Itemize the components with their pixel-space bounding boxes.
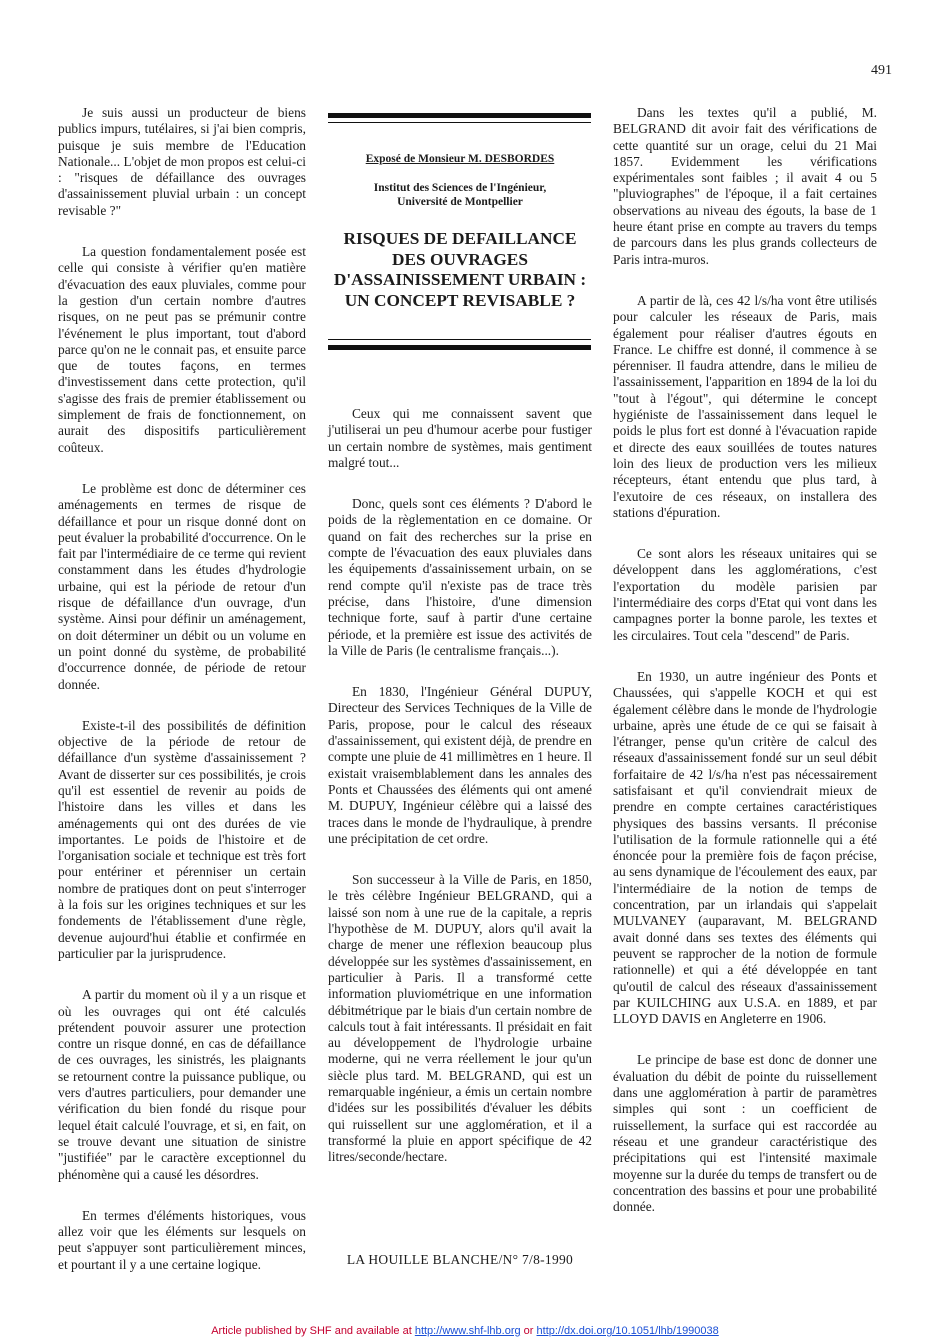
paragraph: Donc, quels sont ces éléments ? D'abord le poids de la règlementation en ce domaine. Or quand on fait des recherches sur la prise en compte de l'évacuation des eaux pluviales dans les équipements d'assainissement urbain, on se rend compte qu'il n'existe pas de trace très précise, dans l'histoire, d'une dimension technique forte, sauf à partir d'une certaine période, et la première est issue des activités de la Ville de Paris (le centralisme français...). xyxy=(328,496,592,658)
paragraph: A partir de là, ces 42 l/s/ha vont être utilisés pour calculer les réseaux de Paris, mais également pour réaliser d'autres égouts en France. Le chiffre est donné, il commence à se pérenniser. Il faudra attendre, dans le milieu de l'assainissement, l'apparition en 1894 de la loi du "tout à l'égout", qui détermine le concept hygiéniste de l'assainissement dans lequel le poids le plus fort est donné à l'évacuation rapide et directe des eaux souillées de toutes natures loin des lieux de production vers les milieux récepteurs, étant entendu que plus tard, à l'exutoire de ces réseaux, on installera des stations d'épuration. xyxy=(613,292,877,520)
article-title xyxy=(328,229,592,311)
affiliation-university: Université de Montpellier xyxy=(397,196,523,208)
paragraph: En 1930, un autre ingénieur des Ponts et Chaussées, qui s'appelle KOCH et qui est également célèbre dans le monde de l'hydrologie urbaine, après une étude de ce qui se faisait à l'étranger, pense qu'un critère de calcul des réseaux d'assainissement fondé sur un seul débit forfaitaire de 42 l/s/ha n'est pas nécessairement satisfaisant et qu'il conviendrait mieux de prendre en compte certaines caractéristiques physiques des bassins versants. Il préconise l'utilisation de la formule rationnelle qui a été énoncée pour la première fois de façon précise, au sens dynamique de l'écoulement des eaux, par l'intermédiaire de la notion de temps de concentration, par un irlandais qui s'appelait MULVANEY (auparavant, M. BELGRAND avait donné dans ses textes des éléments qui peuvent se rapprocher de la notion de formule rationnelle) et qui a été développée en tant qu'outil de calcul des réseaux d'assainissement par KUILCHING aux U.S.A. en 1889, et par LLOYD DAVIS en Angleterre en 1906. xyxy=(613,668,877,1027)
publication-prefix: Article published by SHF and available at xyxy=(211,1325,412,1337)
paragraph: En termes d'éléments historiques, vous allez voir que les éléments sur lesquels on peut s'appuyer sont particulièrement minces, et pourtant il y a une certaine logique. xyxy=(58,1207,306,1272)
title-line: UN CONCEPT REVISABLE ? xyxy=(344,290,576,310)
paragraph: Son successeur à la Ville de Paris, en 1850, le très célèbre Ingénieur BELGRAND, qui a laissé son nom à une rue de la capitale, a repris l'hypothèse de M. DUPUY, alors qu'il avait la charge de mener une réflexion beaucoup plus développée sur les systèmes d'assainissement, en particulier à Paris. Il a transformé cette information pluviométrique en une information débitmétrique par le biais d'un certain nombre de calculs tout à fait intéressants. Il présidait en fait au développement de l'hydrologie urbaine moderne, qui ne verra réellement le jour qu'un siècle plus tard. M. BELGRAND, qui est un remarquable ingénieur, a émis un certain nombre d'idées sur les possibilités d'évaluer les débits qui ruissellent sur une agglomération, et il a transformé la pluie en apport spécifique de 42 litres/seconde/hectare. xyxy=(328,872,592,1165)
affiliation-institute: Institut des Sciences de l'Ingénieur, xyxy=(373,182,547,194)
header-bottom-rule-thin xyxy=(328,339,591,340)
title-line: D'ASSAINISSEMENT URBAIN : xyxy=(333,270,587,289)
paragraph: Existe-t-il des possibilités de définition objective de la période de retour de défaillance d'un système d'assainissement ? Avant de disserter sur ces possibilités, je crois qu'il est essentiel de revenir au poids de l'histoire dans les villes et dans les aménagements qui ont des durées de vie importantes. Le poids de l'histoire et de l'organisation sociale et technique est très fort pour entériner et pérenniser un certain nombre de pratiques dont on peut s'interroger à la fois sur les origines techniques et sur les fondements de l'établissement d'une règle, devenue aujourd'hui établie et confirmée en particulier par la jurisprudence. xyxy=(58,717,306,961)
middle-column xyxy=(328,406,592,1190)
paragraph: La question fondamentalement posée est celle qui consiste à vérifier qu'en matière d'évacuation des eaux pluviales, comme pour la gestion d'un certain nombre d'autres risques, on ne peut pas se prémunir contre l'événement le plus important, tout d'abord parce qu'on ne le connait pas, et ensuite parce que de toutes façons, en termes d'investissement dans cette protection, qu'il s'agisse des frais de premier établissement ou simplement de frais de fonctionnement, on aurait des dispositifs particulièrement coûteux. xyxy=(58,244,306,455)
affiliation xyxy=(328,181,592,209)
header-top-rule-thick xyxy=(328,113,591,118)
paragraph: Je suis aussi un producteur de biens publics impurs, tutélaires, si j'ai bien compris, puisque je suis membre de l'Education Nationale... L'objet de mon propos est celui-ci : "risques de défaillance des ouvrages d'assainissement pluvial urbain : un concept revisable ?" xyxy=(58,105,306,218)
paragraph: En 1830, l'Ingénieur Général DUPUY, Directeur des Services Techniques de la Ville de Paris, propose, pour le calcul des réseaux d'assainissement, qui existent déjà, de prendre en compte une pluie de 41 millimètres en 1 heure. Il existait vraisemblablement dans les annales des Ponts et Chaussées des éléments qui ont amené M. DUPUY, Ingénieur célèbre qui a laissé des traces dans le monde de l'hydraulique, à prendre une précipitation de cet ordre. xyxy=(328,684,592,846)
shf-link[interactable]: http://www.shf-lhb.org xyxy=(414,1325,521,1337)
header-top-rule-thin xyxy=(328,122,591,123)
or-text: or xyxy=(523,1325,534,1337)
paragraph: Le problème est donc de déterminer ces aménagements en termes de risque de défaillance et pour un risque donné dont on peut évaluer la probabilité d'occurrence. On le fait par l'intermédiaire de ce terme qui revient constamment dans les études d'hydrologie urbaine, qui est la période de retour d'un risque de défaillance d'un ouvrage, d'un système. Ainsi pour définir un aménagement, on doit déterminer un débit ou un volume en un point donné du système, de probabilité d'occurrence donnée, de période de retour donnée. xyxy=(58,480,306,692)
page-number: 491 xyxy=(871,63,892,78)
doi-link[interactable]: http://dx.doi.org/10.1051/lhb/1990038 xyxy=(536,1325,719,1337)
journal-footer: LA HOUILLE BLANCHE/N° 7/8-1990 xyxy=(346,1252,574,1267)
publication-notice xyxy=(0,1325,930,1337)
paragraph: Le principe de base est donc de donner une évaluation du débit de pointe du ruissellement dans une agglomération à partir de paramètres simples qui sont : un coefficient de ruissellement, la surface qui est raccordée au réseau et une grandeur caractéristique des précipitations qui est l'intensité maximale moyenne sur la durée du temps de transfert ou de concentration des bassins et pour une probabilité donnée. xyxy=(613,1052,877,1215)
paragraph: Ceux qui me connaissent savent que j'utiliserai un peu d'humour acerbe pour fustiger un certain nombre de systèmes, mais gentiment malgré tout... xyxy=(328,406,592,470)
right-column xyxy=(613,105,877,1240)
paragraph: Ce sont alors les réseaux unitaires qui se développent dans les agglomérations, c'est l'exportation du modèle parisien par l'intermédiaire des corps d'Etat qui vont dans les campagnes porter la bonne parole, les textes et les circulaires. Tout cela "descend" de Paris. xyxy=(613,546,877,643)
left-column xyxy=(58,105,306,1298)
header-bottom-rule-thick xyxy=(328,345,591,350)
author-byline: Exposé de Monsieur M. DESBORDES xyxy=(365,153,555,165)
title-line: DES OUVRAGES xyxy=(392,249,528,269)
paragraph: Dans les textes qu'il a publié, M. BELGRAND dit avoir fait des vérifications de cette quantité sur un orage, celui du 21 Mai 1857. Evidemment les vérifications expérimentales sont faibles ; il avait 4 ou 5 "pluviographes" de l'époque, il a fait certaines observations au niveau des égouts, la base de 1 heure étant prise en compte au travers du temps de parcours dans les plus grands collecteurs de Paris intra-muros. xyxy=(613,105,877,267)
title-line: RISQUES DE DEFAILLANCE xyxy=(343,229,577,248)
paragraph: A partir du moment où il y a un risque et où les ouvrages qui ont été calculés prétendent pouvoir assurer une protection contre un risque donné, en cas de défaillance de ces ouvrages, les sinistrés, les plaignants se retournent contre la puissance publique, ou vers d'autres particuliers, pour demander une vérification du bien fondé du risque pour lequel était calculé l'ouvrage, et si, en fait, on se trouve devant une situation de sinistre "justifiée" par le caractère exceptionnel du phénomène qui a causé les désordres. xyxy=(58,987,306,1182)
